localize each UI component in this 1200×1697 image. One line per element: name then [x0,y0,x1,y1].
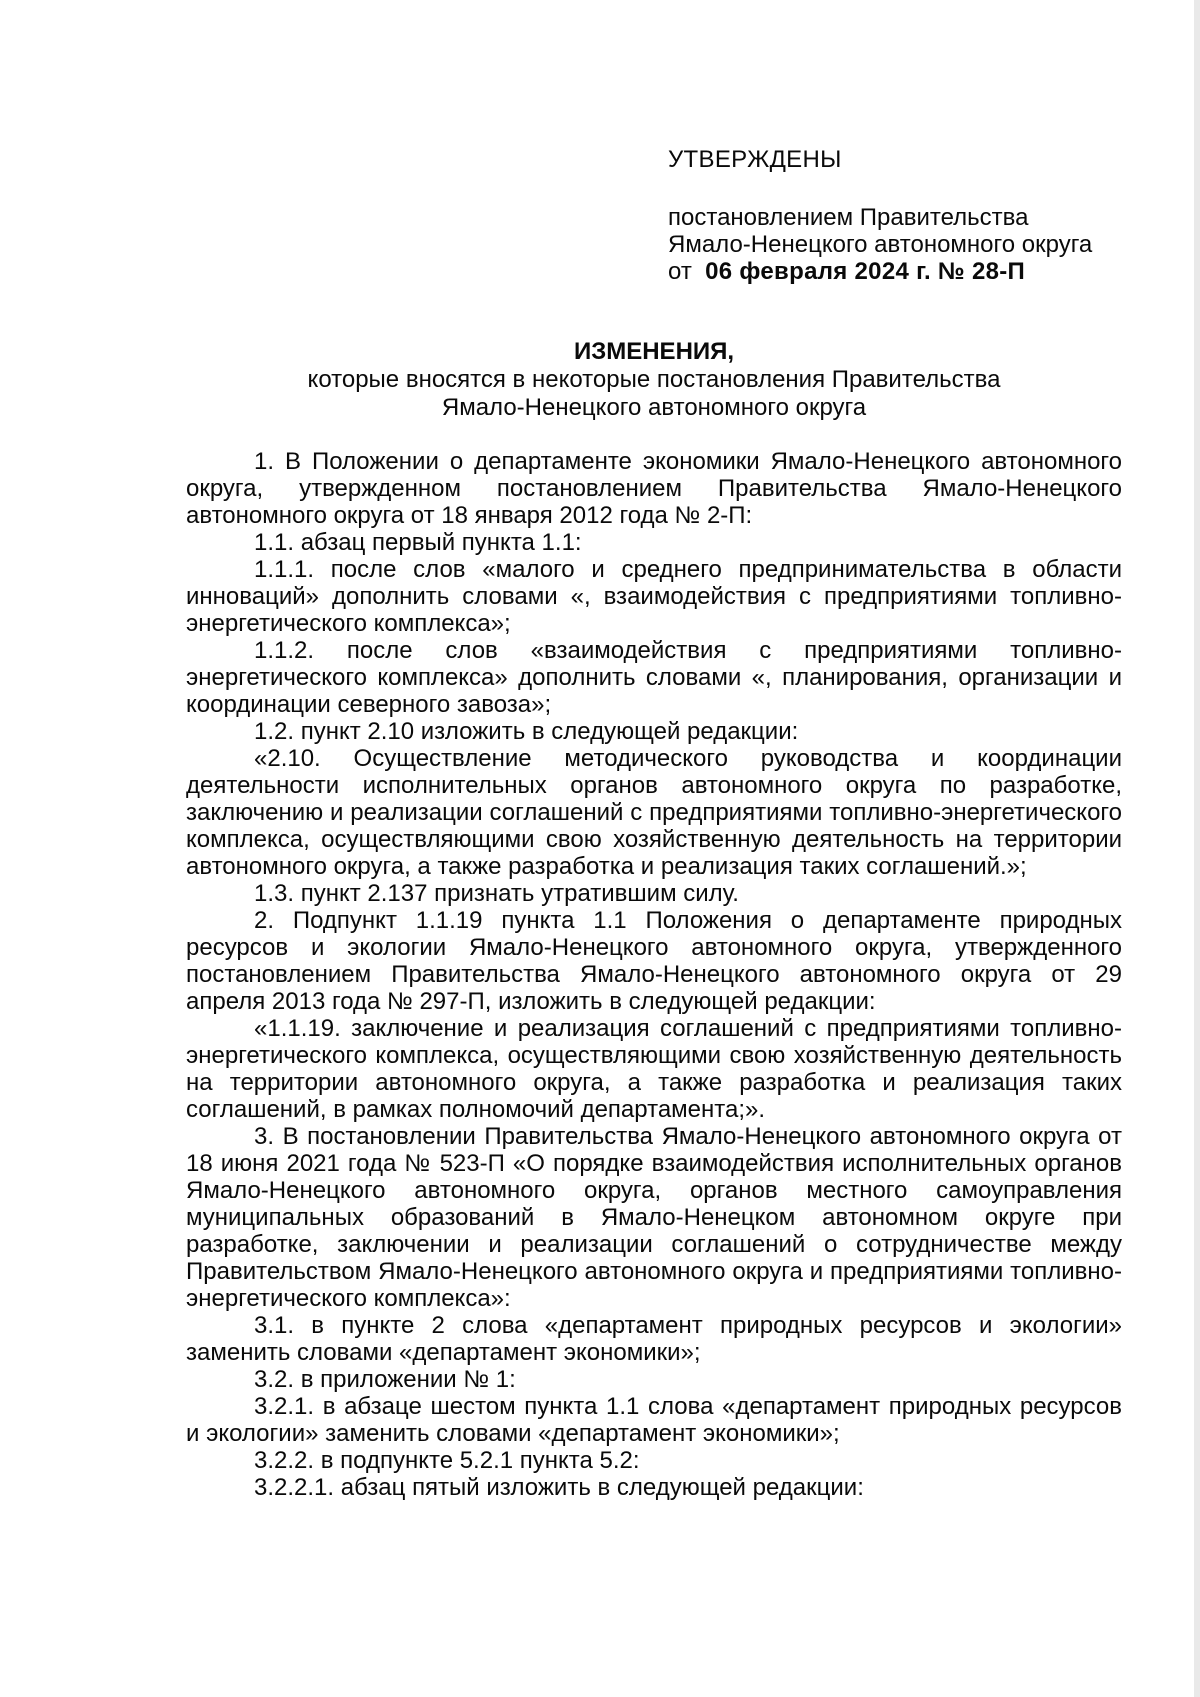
paragraph: 3.1. в пункте 2 слова «департамент природных ресурсов и экологии» заменить словами «департамент экономики»; [186,1312,1122,1366]
paragraph: 1.3. пункт 2.137 признать утратившим силу. [254,880,739,907]
paragraph: 1. В Положении о департаменте экономики Ямало-Ненецкого автономного округа, утвержденном постановлением Правительства Ямало-Ненецкого автономного округа от 18 января 2012 года № 2-П: [186,448,1122,529]
page-edge [1194,0,1200,1697]
approval-line-2: Ямало-Ненецкого автономного округа [668,231,1093,258]
approval-date [668,258,1148,285]
paragraph: 3.2.1. в абзаце шестом пункта 1.1 слова «департамент природных ресурсов и экологии» заменить словами «департамент экономики»; [186,1393,1122,1447]
title-subtitle-1: которые вносятся в некоторые постановления Правительства [307,366,1001,393]
title-heading: ИЗМЕНЕНИЯ, [573,338,735,365]
paragraph: 1.1.2. после слов «взаимодействия с предприятиями топливно-энергетического комплекса» дополнить словами «, планирования, организации и координации северного завоза»; [186,637,1122,718]
paragraph: 3. В постановлении Правительства Ямало-Ненецкого автономного округа от 18 июня 2021 года № 523-П «О порядке взаимодействия исполнительных органов Ямало-Ненецкого автономного округа, органов местного самоуправления муниципальных образований в Ямало-Ненецком автономном округе при разработке, заключении и реализации соглашений о сотрудничестве между Правительством Ямало-Ненецкого автономного округа и предприятиями топливно-энергетического комплекса»: [186,1123,1122,1312]
title-subtitle-2: Ямало-Ненецкого автономного округа [441,394,867,421]
approval-stamp: УТВЕРЖДЕНЫ [668,146,842,173]
approval-date-value: 06 февраля 2024 г. № 28-П [705,258,1026,285]
document-body [186,448,1122,1501]
document-title [186,338,1122,422]
paragraph: 2. Подпункт 1.1.19 пункта 1.1 Положения о департаменте природных ресурсов и экологии Ямало-Ненецкого автономного округа, утвержденного постановлением Правительства Ямало-Ненецкого автономного округа от 29 апреля 2013 года № 297-П, изложить в следующей редакции: [186,907,1122,1015]
approval-date-prefix: от [668,258,692,285]
paragraph: 3.2.2.1. абзац пятый изложить в следующей редакции: [254,1474,864,1501]
approval-line-1: постановлением Правительства [668,204,1029,231]
approval-block [668,146,1148,285]
paragraph: «1.1.19. заключение и реализация соглашений с предприятиями топливно-энергетического комплекса, осуществляющими свою хозяйственную деятельность на территории автономного округа, а также разработка и реализация таких соглашений, в рамках полномочий департамента;». [186,1015,1122,1123]
paragraph: 3.2.2. в подпункте 5.2.1 пункта 5.2: [254,1447,640,1474]
paragraph: 1.1.1. после слов «малого и среднего предпринимательства в области инноваций» дополнить словами «, взаимодействия с предприятиями топливно-энергетического комплекса»; [186,556,1122,637]
paragraph: 1.1. абзац первый пункта 1.1: [254,529,582,556]
paragraph: 3.2. в приложении № 1: [254,1366,516,1393]
paragraph: «2.10. Осуществление методического руководства и координации деятельности исполнительных органов автономного округа по разработке, заключению и реализации соглашений с предприятиями топливно-энергетического комплекса, осуществляющими свою хозяйственную деятельность на территории автономного округа, а также разработка и реализация таких соглашений.»; [186,745,1122,880]
paragraph: 1.2. пункт 2.10 изложить в следующей редакции: [254,718,799,745]
